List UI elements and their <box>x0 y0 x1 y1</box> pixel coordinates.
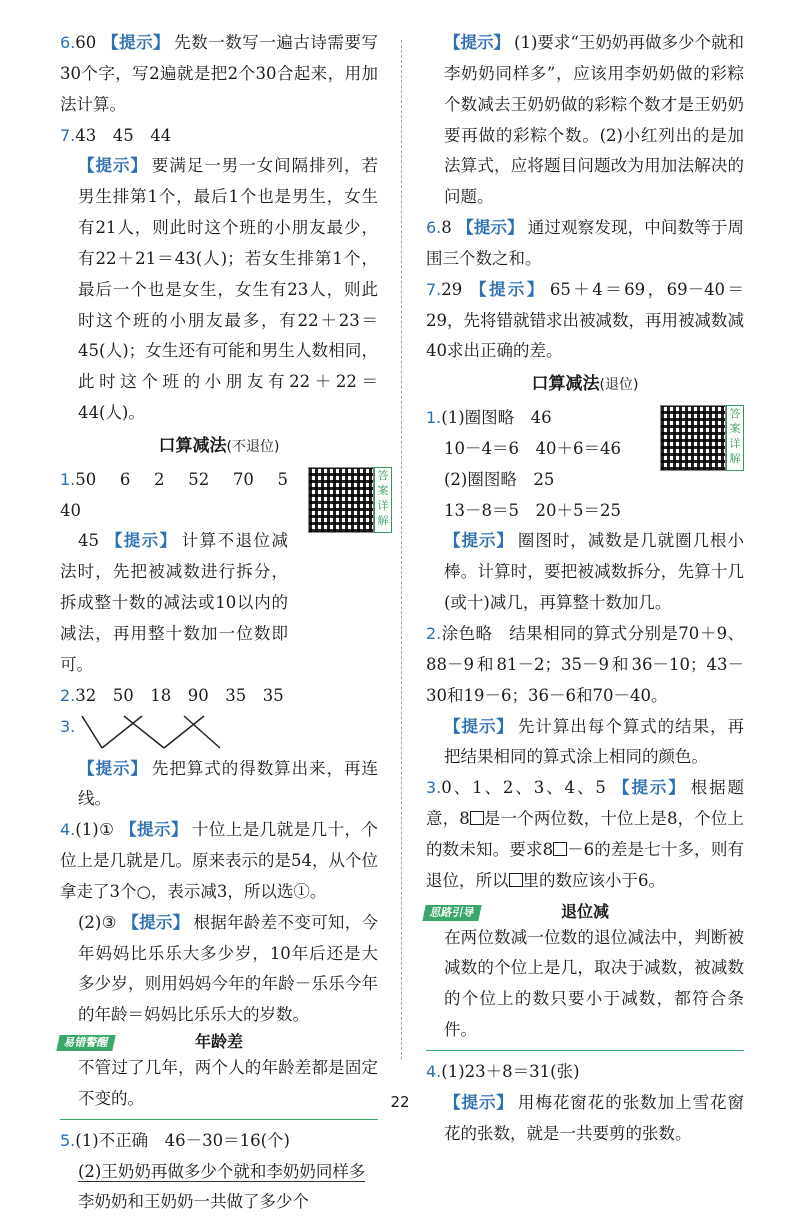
hint-label: 【提示】 <box>444 1092 514 1112</box>
q4-part1: (1)① <box>75 820 115 840</box>
q5-hint: (1)要求“王奶奶再做多少个就和李奶奶同样多”，应该用李奶奶做的彩粽个数减去王奶奶做的彩粽个数才是王奶奶要再做的彩粽个数。(2)小红列出的是加法算式，应将题目问题改为用加法解决的问题。 <box>444 33 744 207</box>
q3-hint-c: －6的差是七十多，则有退位，所以 <box>426 839 744 890</box>
q3-right <box>426 773 744 896</box>
q2-answer: 32 50 18 90 35 35 <box>75 685 284 705</box>
tip-title: 退位减 <box>560 901 609 921</box>
q2-hint-block <box>426 712 744 774</box>
q7-hint: 要满足一男一女间隔排列，若男生排第1个，最后1个也是男生，女生有21人，则此时这个班的小朋友最少，有22＋21＝43(人)；若女生排第1个，最后一个也是女生，女生有23人，则此时这个班的小朋友最多，有22＋23＝45(人)；女生还有可能和男生人数相同，此时这个班的小朋友有22＋22＝44(人)。 <box>78 156 378 423</box>
q3-left <box>60 712 378 754</box>
q1-line4: 13－8＝5 20＋5＝25 <box>444 500 621 520</box>
hint-label: 【提示】 <box>457 218 524 238</box>
hint-label: 【提示】 <box>78 156 148 176</box>
qr-code-right[interactable] <box>660 405 748 473</box>
hint-label: 【提示】 <box>444 33 511 52</box>
q4-left <box>60 815 378 908</box>
qr-code-left[interactable] <box>308 467 396 535</box>
q1-line3: (2)圈图略 25 <box>444 469 555 489</box>
tip-text: 在两位数减一位数的退位减法中，判断被减数的个位上是几，取决于减数，被减数的个位上的数只要小于减数，都符合条件。 <box>444 927 744 1040</box>
hint-label: 【提示】 <box>105 531 178 551</box>
q6-right <box>426 213 744 275</box>
q5-part2-line2: 李奶奶和王奶奶一共做了多少个 <box>78 1192 309 1212</box>
left-column <box>60 28 389 1218</box>
qr-label: 答案详解 <box>374 467 392 533</box>
hint-label: 【提示】 <box>444 531 514 551</box>
matching-lines-diagram <box>80 712 230 754</box>
q4-answer: (1)23＋8＝31(张) <box>441 1061 580 1081</box>
q1-hint: 圈图时，减数是几就圈几根小棒。计算时，要把被减数拆分，先算十几(或十)减几，再算整十数加几。 <box>444 531 744 613</box>
column-divider <box>401 40 402 1060</box>
q2-number: 2. <box>426 623 442 643</box>
q4-number: 4. <box>60 820 76 840</box>
q7-number: 7. <box>60 125 76 145</box>
blank-box-icon <box>509 873 523 887</box>
q4-right <box>426 1057 744 1088</box>
q5-left <box>60 1126 378 1157</box>
right-column <box>426 28 744 1149</box>
hint-label: 【提示】 <box>469 279 546 299</box>
tip-tag: 思路引导 <box>422 905 481 921</box>
section-subtitle: (退位) <box>599 377 639 394</box>
tip-box-borrow <box>426 901 744 1051</box>
q1-number: 1. <box>60 469 76 489</box>
hint-label: 【提示】 <box>613 778 687 798</box>
hint-label: 【提示】 <box>78 758 148 778</box>
q7-hint-block <box>60 151 378 429</box>
hint-label: 【提示】 <box>102 33 171 52</box>
q3-hint: 先把算式的得数算出来，再连线。 <box>78 758 378 809</box>
section-title-no-borrow <box>60 431 378 463</box>
q3-number: 3. <box>60 716 76 736</box>
qr-code-icon <box>660 405 726 471</box>
hint-label: 【提示】 <box>444 716 514 736</box>
q6-number: 6. <box>60 33 76 52</box>
q7-number: 7. <box>426 279 442 299</box>
q2-hint: 先计算出每个算式的结果，再把结果相同的算式涂上相同的颜色。 <box>444 716 744 767</box>
qr-label: 答案详解 <box>726 405 744 471</box>
qr-code-icon <box>308 467 374 533</box>
q7-left <box>60 121 378 152</box>
q7-answer: 29 <box>441 279 463 299</box>
hint-label: 【提示】 <box>120 820 188 840</box>
page-number: 22 <box>390 1093 410 1111</box>
section-subtitle: (不退位) <box>226 438 280 455</box>
q4-hint2: 根据年龄差不变可知，今年妈妈比乐乐大多少岁，10年后还是大多少岁，则用妈妈今年的年龄－乐乐今年的年龄＝妈妈比乐乐大的岁数。 <box>78 912 379 1025</box>
q1-answer-line2: 45 <box>78 531 99 551</box>
section-title-borrow <box>426 369 744 401</box>
q3-hint-a: 根据题意，8 <box>426 778 745 829</box>
q5-part2-block <box>60 1157 378 1218</box>
section-title: 口算减法 <box>158 435 227 456</box>
q3-hint-b: 是一个两位数，十位上是8，个位上的数未知。要求8 <box>426 809 745 859</box>
q2-answer: 涂色略 结果相同的算式分别是70＋9、88－9和81－2；35－9和36－10；43－30和19－6；36－6和70－40。 <box>426 623 744 705</box>
q1-answer-line1: 50 6 2 52 70 5 40 <box>60 469 305 520</box>
q1-right-hint-block <box>426 526 744 619</box>
q1-left-block <box>60 465 389 681</box>
q6-left <box>60 28 378 121</box>
section-title: 口算减法 <box>531 374 600 395</box>
q1-number: 1. <box>426 408 442 428</box>
q6-number: 6. <box>426 218 442 238</box>
q5-part1: (1)不正确 46－30＝16(个) <box>75 1130 290 1150</box>
q6-hint: 通过观察发现，中间数等于周围三个数之和。 <box>426 218 745 268</box>
q4-part2-block <box>60 908 378 1031</box>
q2-left <box>60 681 378 712</box>
tip-text: 不管过了几年，两个人的年龄差都是固定不变的。 <box>78 1058 378 1108</box>
q1-line2: 10－4＝6 40＋6＝46 <box>444 438 621 458</box>
blank-box-icon <box>553 842 567 856</box>
q7-answer: 43 45 44 <box>75 125 172 145</box>
q2-number: 2. <box>60 685 76 705</box>
tip-tag: 易错警醒 <box>56 1035 115 1051</box>
q3-number: 3. <box>426 778 442 798</box>
q2-right <box>426 619 744 712</box>
q4-hint1: 十位上是几就是几十，个位上是几就是几。原来表示的是54，从个位拿走了3个○，表示减3，所以选①。 <box>60 820 379 901</box>
q1-line1: (1)圈图略 46 <box>441 408 552 428</box>
q6-answer: 60 <box>75 33 97 52</box>
q7-right <box>426 275 744 368</box>
q3-answer: 0、1、2、3、4、5 <box>441 778 606 798</box>
q5-number: 5. <box>60 1130 76 1150</box>
q4-number: 4. <box>426 1061 442 1081</box>
tip-title: 年龄差 <box>194 1032 243 1052</box>
q4-part2: (2)③ <box>78 912 117 932</box>
q6-answer: 8 <box>441 218 452 238</box>
q3-hint-block <box>60 754 378 816</box>
hint-label: 【提示】 <box>122 912 190 932</box>
q3-hint-d: 里的数应该小于6。 <box>522 870 665 890</box>
q1-hint: 计算不退位减法时，先把被减数进行拆分，拆成整十数的减法或10以内的减法，再用整十数加一位数即可。 <box>60 531 289 674</box>
blank-box-icon <box>470 811 484 825</box>
q5-part2-underlined: (2)王奶奶再做多少个就和李奶奶同样多 <box>78 1161 366 1181</box>
q6-hint: 先数一数写一遍古诗需要写30个字，写2遍就是把2个30合起来，用加法计算。 <box>60 33 379 114</box>
q4-hint: 用梅花窗花的张数加上雪花窗花的张数，就是一共要剪的张数。 <box>444 1092 744 1143</box>
q7-hint: 65＋4＝69，69－40＝29，先将错就错求出被减数，再用被减数减40求出正确的差。 <box>426 279 745 361</box>
q5-continued-hint <box>426 28 744 213</box>
q1-right-block <box>426 403 744 619</box>
